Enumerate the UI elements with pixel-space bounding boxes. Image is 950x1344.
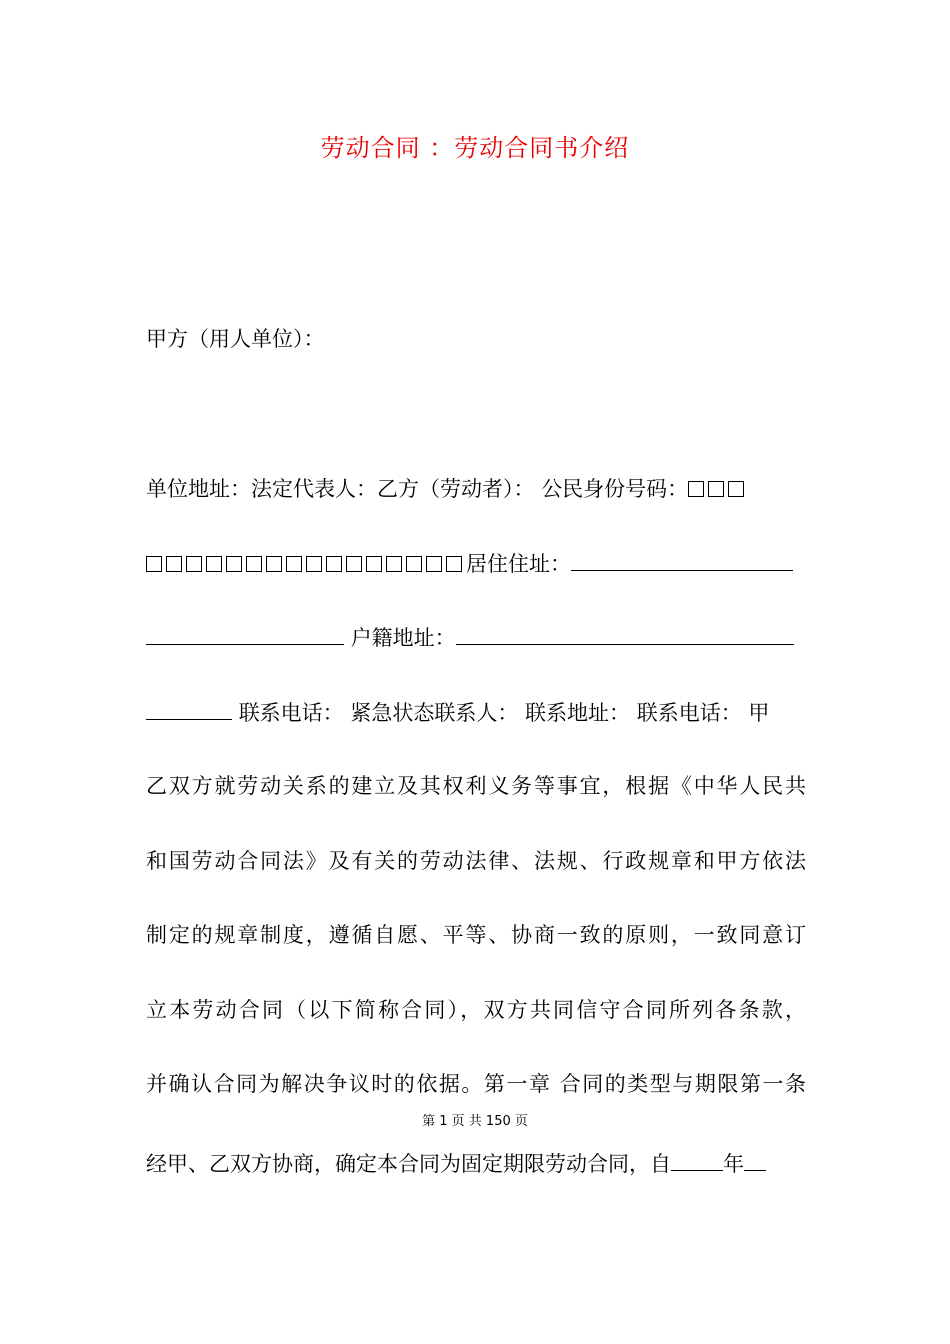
id-box	[446, 556, 462, 572]
para-line: 和国劳动合同法》及有关的劳动法律、法规、行政规章和甲方依法	[146, 849, 806, 873]
party-a-label: 甲方（用人单位）：	[146, 327, 325, 351]
id-box	[426, 556, 442, 572]
id-box	[406, 556, 422, 572]
id-box	[166, 556, 182, 572]
id-box	[266, 556, 282, 572]
line-id-boxes-residence	[146, 548, 806, 579]
line-address-reps	[146, 474, 806, 504]
id-box	[186, 556, 202, 572]
contacts-text: 联系电话： 紧急状态联系人： 联系地址： 联系电话： 甲	[238, 701, 770, 725]
address-reps-text: 单位地址：法定代表人：乙方（劳动者）： 公民身份号码：	[146, 477, 689, 501]
id-box	[286, 556, 302, 572]
residence-blank-cont	[146, 622, 344, 645]
year-label: 年	[723, 1152, 744, 1176]
para-line: 乙双方就劳动关系的建立及其权利义务等事宜，根据《中华人民共	[146, 774, 806, 798]
id-box	[386, 556, 402, 572]
id-box	[226, 556, 242, 572]
id-box	[688, 481, 704, 497]
para-line: 制定的规章制度，遵循自愿、平等、协商一致的原则，一致同意订	[146, 923, 806, 947]
residence-blank	[571, 548, 793, 571]
id-box	[306, 556, 322, 572]
id-box	[728, 481, 744, 497]
line-contacts	[146, 697, 806, 728]
year-blank	[671, 1148, 723, 1171]
residence-label: 居住住址：	[466, 552, 571, 576]
line-huji	[146, 622, 806, 653]
huji-blank	[456, 622, 794, 645]
id-box	[246, 556, 262, 572]
last-line-text: 经甲、乙双方协商，确定本合同为固定期限劳动合同，自	[146, 1152, 671, 1176]
id-box	[206, 556, 222, 572]
id-box	[326, 556, 342, 572]
para-line: 并确认合同为解决争议时的依据。第一章 合同的类型与期限第一条	[146, 1072, 806, 1096]
huji-label: 户籍地址：	[350, 626, 456, 650]
page-footer: 第 1 页 共 150 页	[422, 1114, 528, 1129]
para-line: 立本劳动合同（以下简称合同），双方共同信守合同所列各条款，	[146, 998, 806, 1022]
id-box	[708, 481, 724, 497]
document-title: 劳动合同 ：劳动合同书介绍	[320, 134, 630, 162]
id-box	[366, 556, 382, 572]
huji-blank-cont	[146, 697, 232, 720]
last-line	[146, 1148, 806, 1179]
id-box	[346, 556, 362, 572]
month-blank	[744, 1148, 766, 1171]
id-box	[146, 556, 162, 572]
